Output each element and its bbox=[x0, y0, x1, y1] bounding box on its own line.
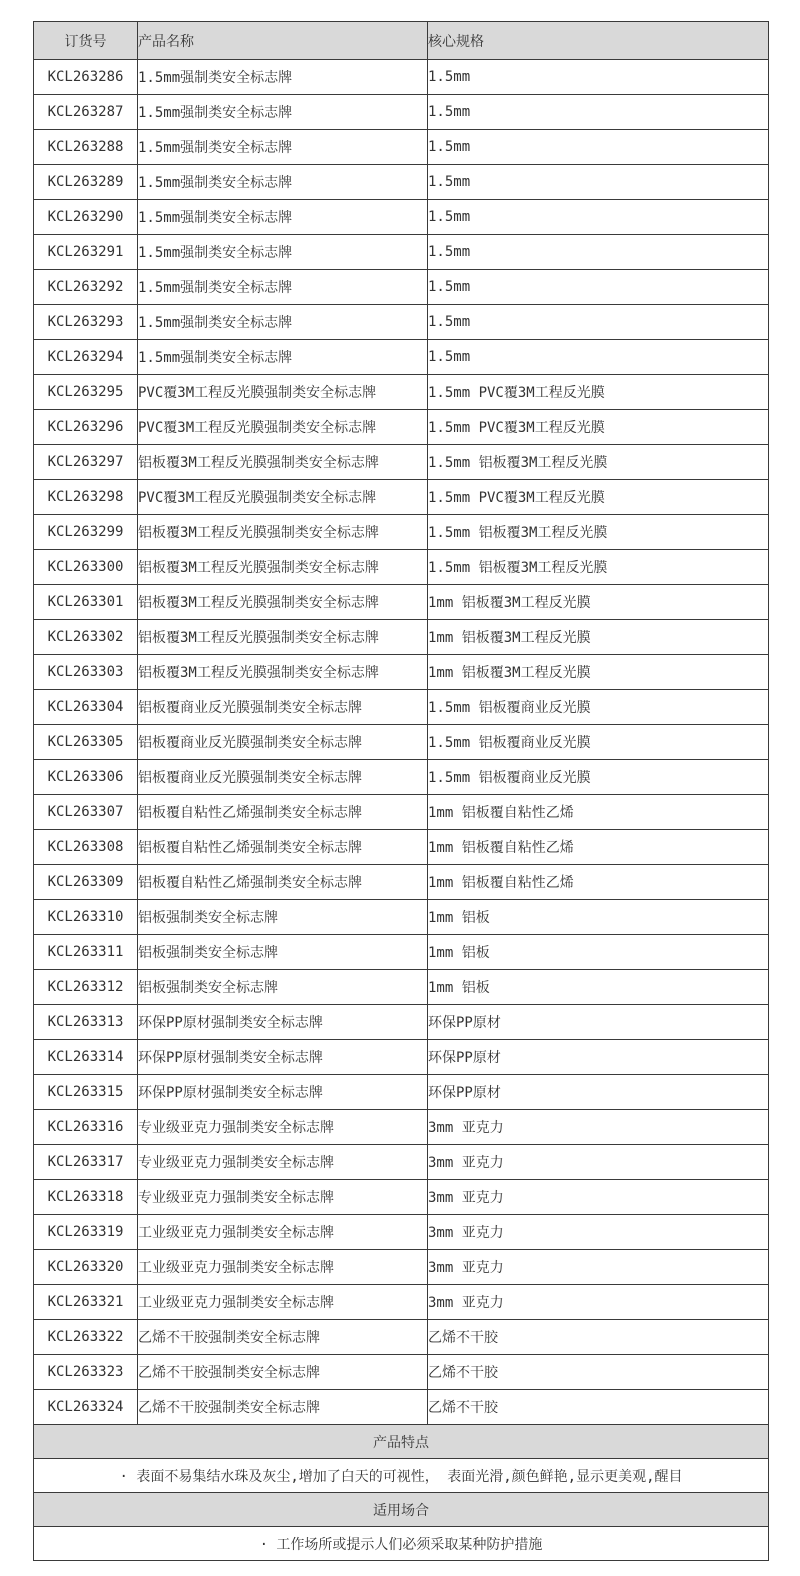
spec-cell: 3mm 亚克力 bbox=[428, 1110, 769, 1145]
table-row bbox=[34, 830, 769, 865]
section-text-usage: · 工作场所或提示人们必须采取某种防护措施 bbox=[34, 1527, 769, 1561]
section-title-usage: 适用场合 bbox=[34, 1493, 769, 1527]
section-band-usage bbox=[34, 1493, 769, 1527]
table-row bbox=[34, 1285, 769, 1320]
spec-cell: 1.5mm bbox=[428, 165, 769, 200]
product-name-cell: 工业级亚克力强制类安全标志牌 bbox=[138, 1250, 428, 1285]
product-name-cell: 铝板强制类安全标志牌 bbox=[138, 970, 428, 1005]
order-no-cell: KCL263311 bbox=[34, 935, 138, 970]
section-row-usage bbox=[34, 1527, 769, 1561]
table-row bbox=[34, 305, 769, 340]
table-row bbox=[34, 1250, 769, 1285]
table-row bbox=[34, 1145, 769, 1180]
order-no-cell: KCL263318 bbox=[34, 1180, 138, 1215]
product-name-cell: 铝板强制类安全标志牌 bbox=[138, 900, 428, 935]
spec-cell: 1mm 铝板覆3M工程反光膜 bbox=[428, 585, 769, 620]
product-name-cell: 铝板覆自粘性乙烯强制类安全标志牌 bbox=[138, 795, 428, 830]
order-no-cell: KCL263306 bbox=[34, 760, 138, 795]
product-name-cell: 1.5mm强制类安全标志牌 bbox=[138, 165, 428, 200]
table-row bbox=[34, 725, 769, 760]
spec-cell: 3mm 亚克力 bbox=[428, 1285, 769, 1320]
product-name-cell: 铝板覆自粘性乙烯强制类安全标志牌 bbox=[138, 830, 428, 865]
product-name-cell: 1.5mm强制类安全标志牌 bbox=[138, 305, 428, 340]
product-spec-table bbox=[33, 21, 769, 1561]
product-name-cell: 1.5mm强制类安全标志牌 bbox=[138, 60, 428, 95]
product-name-cell: 铝板覆3M工程反光膜强制类安全标志牌 bbox=[138, 655, 428, 690]
order-no-cell: KCL263324 bbox=[34, 1390, 138, 1425]
product-name-cell: 环保PP原材强制类安全标志牌 bbox=[138, 1005, 428, 1040]
order-no-cell: KCL263290 bbox=[34, 200, 138, 235]
spec-cell: 1mm 铝板覆自粘性乙烯 bbox=[428, 795, 769, 830]
table-row bbox=[34, 795, 769, 830]
product-name-cell: 铝板覆商业反光膜强制类安全标志牌 bbox=[138, 725, 428, 760]
order-no-cell: KCL263309 bbox=[34, 865, 138, 900]
spec-cell: 1.5mm PVC覆3M工程反光膜 bbox=[428, 375, 769, 410]
spec-cell: 1.5mm 铝板覆商业反光膜 bbox=[428, 690, 769, 725]
spec-cell: 1.5mm 铝板覆商业反光膜 bbox=[428, 725, 769, 760]
spec-cell: 3mm 亚克力 bbox=[428, 1180, 769, 1215]
product-name-cell: 1.5mm强制类安全标志牌 bbox=[138, 200, 428, 235]
spec-cell: 1.5mm 铝板覆3M工程反光膜 bbox=[428, 515, 769, 550]
spec-cell: 1.5mm bbox=[428, 270, 769, 305]
product-name-cell: PVC覆3M工程反光膜强制类安全标志牌 bbox=[138, 410, 428, 445]
spec-cell: 3mm 亚克力 bbox=[428, 1215, 769, 1250]
table-row bbox=[34, 1215, 769, 1250]
table-row bbox=[34, 935, 769, 970]
order-no-cell: KCL263288 bbox=[34, 130, 138, 165]
order-no-cell: KCL263294 bbox=[34, 340, 138, 375]
spec-cell: 1.5mm 铝板覆3M工程反光膜 bbox=[428, 445, 769, 480]
order-no-cell: KCL263298 bbox=[34, 480, 138, 515]
spec-cell: 3mm 亚克力 bbox=[428, 1250, 769, 1285]
spec-cell: 1.5mm bbox=[428, 305, 769, 340]
spec-cell: 1.5mm bbox=[428, 235, 769, 270]
product-name-cell: 乙烯不干胶强制类安全标志牌 bbox=[138, 1320, 428, 1355]
table-footer-sections bbox=[34, 1425, 769, 1561]
order-no-cell: KCL263302 bbox=[34, 620, 138, 655]
product-name-cell: 铝板覆商业反光膜强制类安全标志牌 bbox=[138, 690, 428, 725]
spec-cell: 3mm 亚克力 bbox=[428, 1145, 769, 1180]
spec-cell: 1mm 铝板覆自粘性乙烯 bbox=[428, 830, 769, 865]
table-row bbox=[34, 1040, 769, 1075]
table-row bbox=[34, 270, 769, 305]
spec-cell: 1.5mm 铝板覆商业反光膜 bbox=[428, 760, 769, 795]
product-name-cell: 铝板覆自粘性乙烯强制类安全标志牌 bbox=[138, 865, 428, 900]
order-no-cell: KCL263286 bbox=[34, 60, 138, 95]
spec-cell: 1mm 铝板覆3M工程反光膜 bbox=[428, 655, 769, 690]
spec-cell: 环保PP原材 bbox=[428, 1005, 769, 1040]
order-no-cell: KCL263305 bbox=[34, 725, 138, 760]
table-row bbox=[34, 620, 769, 655]
spec-cell: 1mm 铝板覆自粘性乙烯 bbox=[428, 865, 769, 900]
order-no-cell: KCL263315 bbox=[34, 1075, 138, 1110]
order-no-cell: KCL263299 bbox=[34, 515, 138, 550]
table-row bbox=[34, 165, 769, 200]
section-band-features bbox=[34, 1425, 769, 1459]
product-name-cell: 铝板覆商业反光膜强制类安全标志牌 bbox=[138, 760, 428, 795]
product-name-cell: 1.5mm强制类安全标志牌 bbox=[138, 270, 428, 305]
order-no-cell: KCL263291 bbox=[34, 235, 138, 270]
column-header-core-spec: 核心规格 bbox=[428, 22, 769, 60]
order-no-cell: KCL263313 bbox=[34, 1005, 138, 1040]
table-row bbox=[34, 1005, 769, 1040]
spec-cell: 1.5mm PVC覆3M工程反光膜 bbox=[428, 480, 769, 515]
product-name-cell: 铝板覆3M工程反光膜强制类安全标志牌 bbox=[138, 620, 428, 655]
table-row bbox=[34, 865, 769, 900]
spec-cell: 乙烯不干胶 bbox=[428, 1390, 769, 1425]
product-name-cell: PVC覆3M工程反光膜强制类安全标志牌 bbox=[138, 375, 428, 410]
product-name-cell: 1.5mm强制类安全标志牌 bbox=[138, 130, 428, 165]
table-row bbox=[34, 1110, 769, 1145]
table-row bbox=[34, 970, 769, 1005]
table-row bbox=[34, 1390, 769, 1425]
table-row bbox=[34, 1180, 769, 1215]
section-text-features: · 表面不易集结水珠及灰尘,增加了白天的可视性， 表面光滑,颜色鲜艳,显示更美观,醒目 bbox=[34, 1459, 769, 1493]
spec-cell: 乙烯不干胶 bbox=[428, 1355, 769, 1390]
product-name-cell: 铝板覆3M工程反光膜强制类安全标志牌 bbox=[138, 445, 428, 480]
section-title-features: 产品特点 bbox=[34, 1425, 769, 1459]
product-name-cell: 铝板强制类安全标志牌 bbox=[138, 935, 428, 970]
table-row bbox=[34, 340, 769, 375]
table-row bbox=[34, 480, 769, 515]
spec-cell: 1mm 铝板覆3M工程反光膜 bbox=[428, 620, 769, 655]
spec-cell: 1.5mm bbox=[428, 340, 769, 375]
product-name-cell: 1.5mm强制类安全标志牌 bbox=[138, 95, 428, 130]
order-no-cell: KCL263317 bbox=[34, 1145, 138, 1180]
spec-cell: 1mm 铝板 bbox=[428, 900, 769, 935]
product-name-cell: 工业级亚克力强制类安全标志牌 bbox=[138, 1285, 428, 1320]
table-row bbox=[34, 445, 769, 480]
column-header-order-no: 订货号 bbox=[34, 22, 138, 60]
table-row bbox=[34, 1320, 769, 1355]
product-name-cell: 1.5mm强制类安全标志牌 bbox=[138, 235, 428, 270]
product-name-cell: PVC覆3M工程反光膜强制类安全标志牌 bbox=[138, 480, 428, 515]
product-name-cell: 专业级亚克力强制类安全标志牌 bbox=[138, 1180, 428, 1215]
product-name-cell: 乙烯不干胶强制类安全标志牌 bbox=[138, 1390, 428, 1425]
order-no-cell: KCL263295 bbox=[34, 375, 138, 410]
product-name-cell: 环保PP原材强制类安全标志牌 bbox=[138, 1075, 428, 1110]
order-no-cell: KCL263301 bbox=[34, 585, 138, 620]
spec-cell: 乙烯不干胶 bbox=[428, 1320, 769, 1355]
column-header-product-name: 产品名称 bbox=[138, 22, 428, 60]
order-no-cell: KCL263321 bbox=[34, 1285, 138, 1320]
order-no-cell: KCL263300 bbox=[34, 550, 138, 585]
order-no-cell: KCL263320 bbox=[34, 1250, 138, 1285]
product-name-cell: 专业级亚克力强制类安全标志牌 bbox=[138, 1145, 428, 1180]
order-no-cell: KCL263307 bbox=[34, 795, 138, 830]
order-no-cell: KCL263303 bbox=[34, 655, 138, 690]
spec-cell: 1.5mm PVC覆3M工程反光膜 bbox=[428, 410, 769, 445]
spec-cell: 环保PP原材 bbox=[428, 1075, 769, 1110]
order-no-cell: KCL263308 bbox=[34, 830, 138, 865]
table-body bbox=[34, 60, 769, 1425]
product-name-cell: 铝板覆3M工程反光膜强制类安全标志牌 bbox=[138, 515, 428, 550]
spec-cell: 环保PP原材 bbox=[428, 1040, 769, 1075]
order-no-cell: KCL263296 bbox=[34, 410, 138, 445]
table-row bbox=[34, 515, 769, 550]
table-row bbox=[34, 900, 769, 935]
table-row bbox=[34, 95, 769, 130]
table-row bbox=[34, 375, 769, 410]
product-name-cell: 铝板覆3M工程反光膜强制类安全标志牌 bbox=[138, 550, 428, 585]
order-no-cell: KCL263287 bbox=[34, 95, 138, 130]
table-row bbox=[34, 130, 769, 165]
order-no-cell: KCL263289 bbox=[34, 165, 138, 200]
product-name-cell: 专业级亚克力强制类安全标志牌 bbox=[138, 1110, 428, 1145]
table-row bbox=[34, 655, 769, 690]
table-row bbox=[34, 690, 769, 725]
table-row bbox=[34, 1355, 769, 1390]
table-row bbox=[34, 410, 769, 445]
order-no-cell: KCL263323 bbox=[34, 1355, 138, 1390]
order-no-cell: KCL263297 bbox=[34, 445, 138, 480]
spec-cell: 1mm 铝板 bbox=[428, 970, 769, 1005]
order-no-cell: KCL263322 bbox=[34, 1320, 138, 1355]
order-no-cell: KCL263304 bbox=[34, 690, 138, 725]
order-no-cell: KCL263316 bbox=[34, 1110, 138, 1145]
order-no-cell: KCL263310 bbox=[34, 900, 138, 935]
spec-cell: 1.5mm bbox=[428, 95, 769, 130]
spec-cell: 1.5mm bbox=[428, 60, 769, 95]
spec-cell: 1.5mm bbox=[428, 200, 769, 235]
table-row bbox=[34, 760, 769, 795]
table-row bbox=[34, 235, 769, 270]
product-name-cell: 1.5mm强制类安全标志牌 bbox=[138, 340, 428, 375]
section-row-features bbox=[34, 1459, 769, 1493]
order-no-cell: KCL263293 bbox=[34, 305, 138, 340]
product-name-cell: 工业级亚克力强制类安全标志牌 bbox=[138, 1215, 428, 1250]
spec-cell: 1.5mm 铝板覆3M工程反光膜 bbox=[428, 550, 769, 585]
order-no-cell: KCL263312 bbox=[34, 970, 138, 1005]
table-row bbox=[34, 1075, 769, 1110]
order-no-cell: KCL263292 bbox=[34, 270, 138, 305]
order-no-cell: KCL263314 bbox=[34, 1040, 138, 1075]
order-no-cell: KCL263319 bbox=[34, 1215, 138, 1250]
table-row bbox=[34, 60, 769, 95]
table-row bbox=[34, 200, 769, 235]
product-name-cell: 铝板覆3M工程反光膜强制类安全标志牌 bbox=[138, 585, 428, 620]
spec-cell: 1.5mm bbox=[428, 130, 769, 165]
table-row bbox=[34, 550, 769, 585]
spec-cell: 1mm 铝板 bbox=[428, 935, 769, 970]
table-header-row bbox=[34, 22, 769, 60]
product-name-cell: 乙烯不干胶强制类安全标志牌 bbox=[138, 1355, 428, 1390]
table-row bbox=[34, 585, 769, 620]
product-name-cell: 环保PP原材强制类安全标志牌 bbox=[138, 1040, 428, 1075]
